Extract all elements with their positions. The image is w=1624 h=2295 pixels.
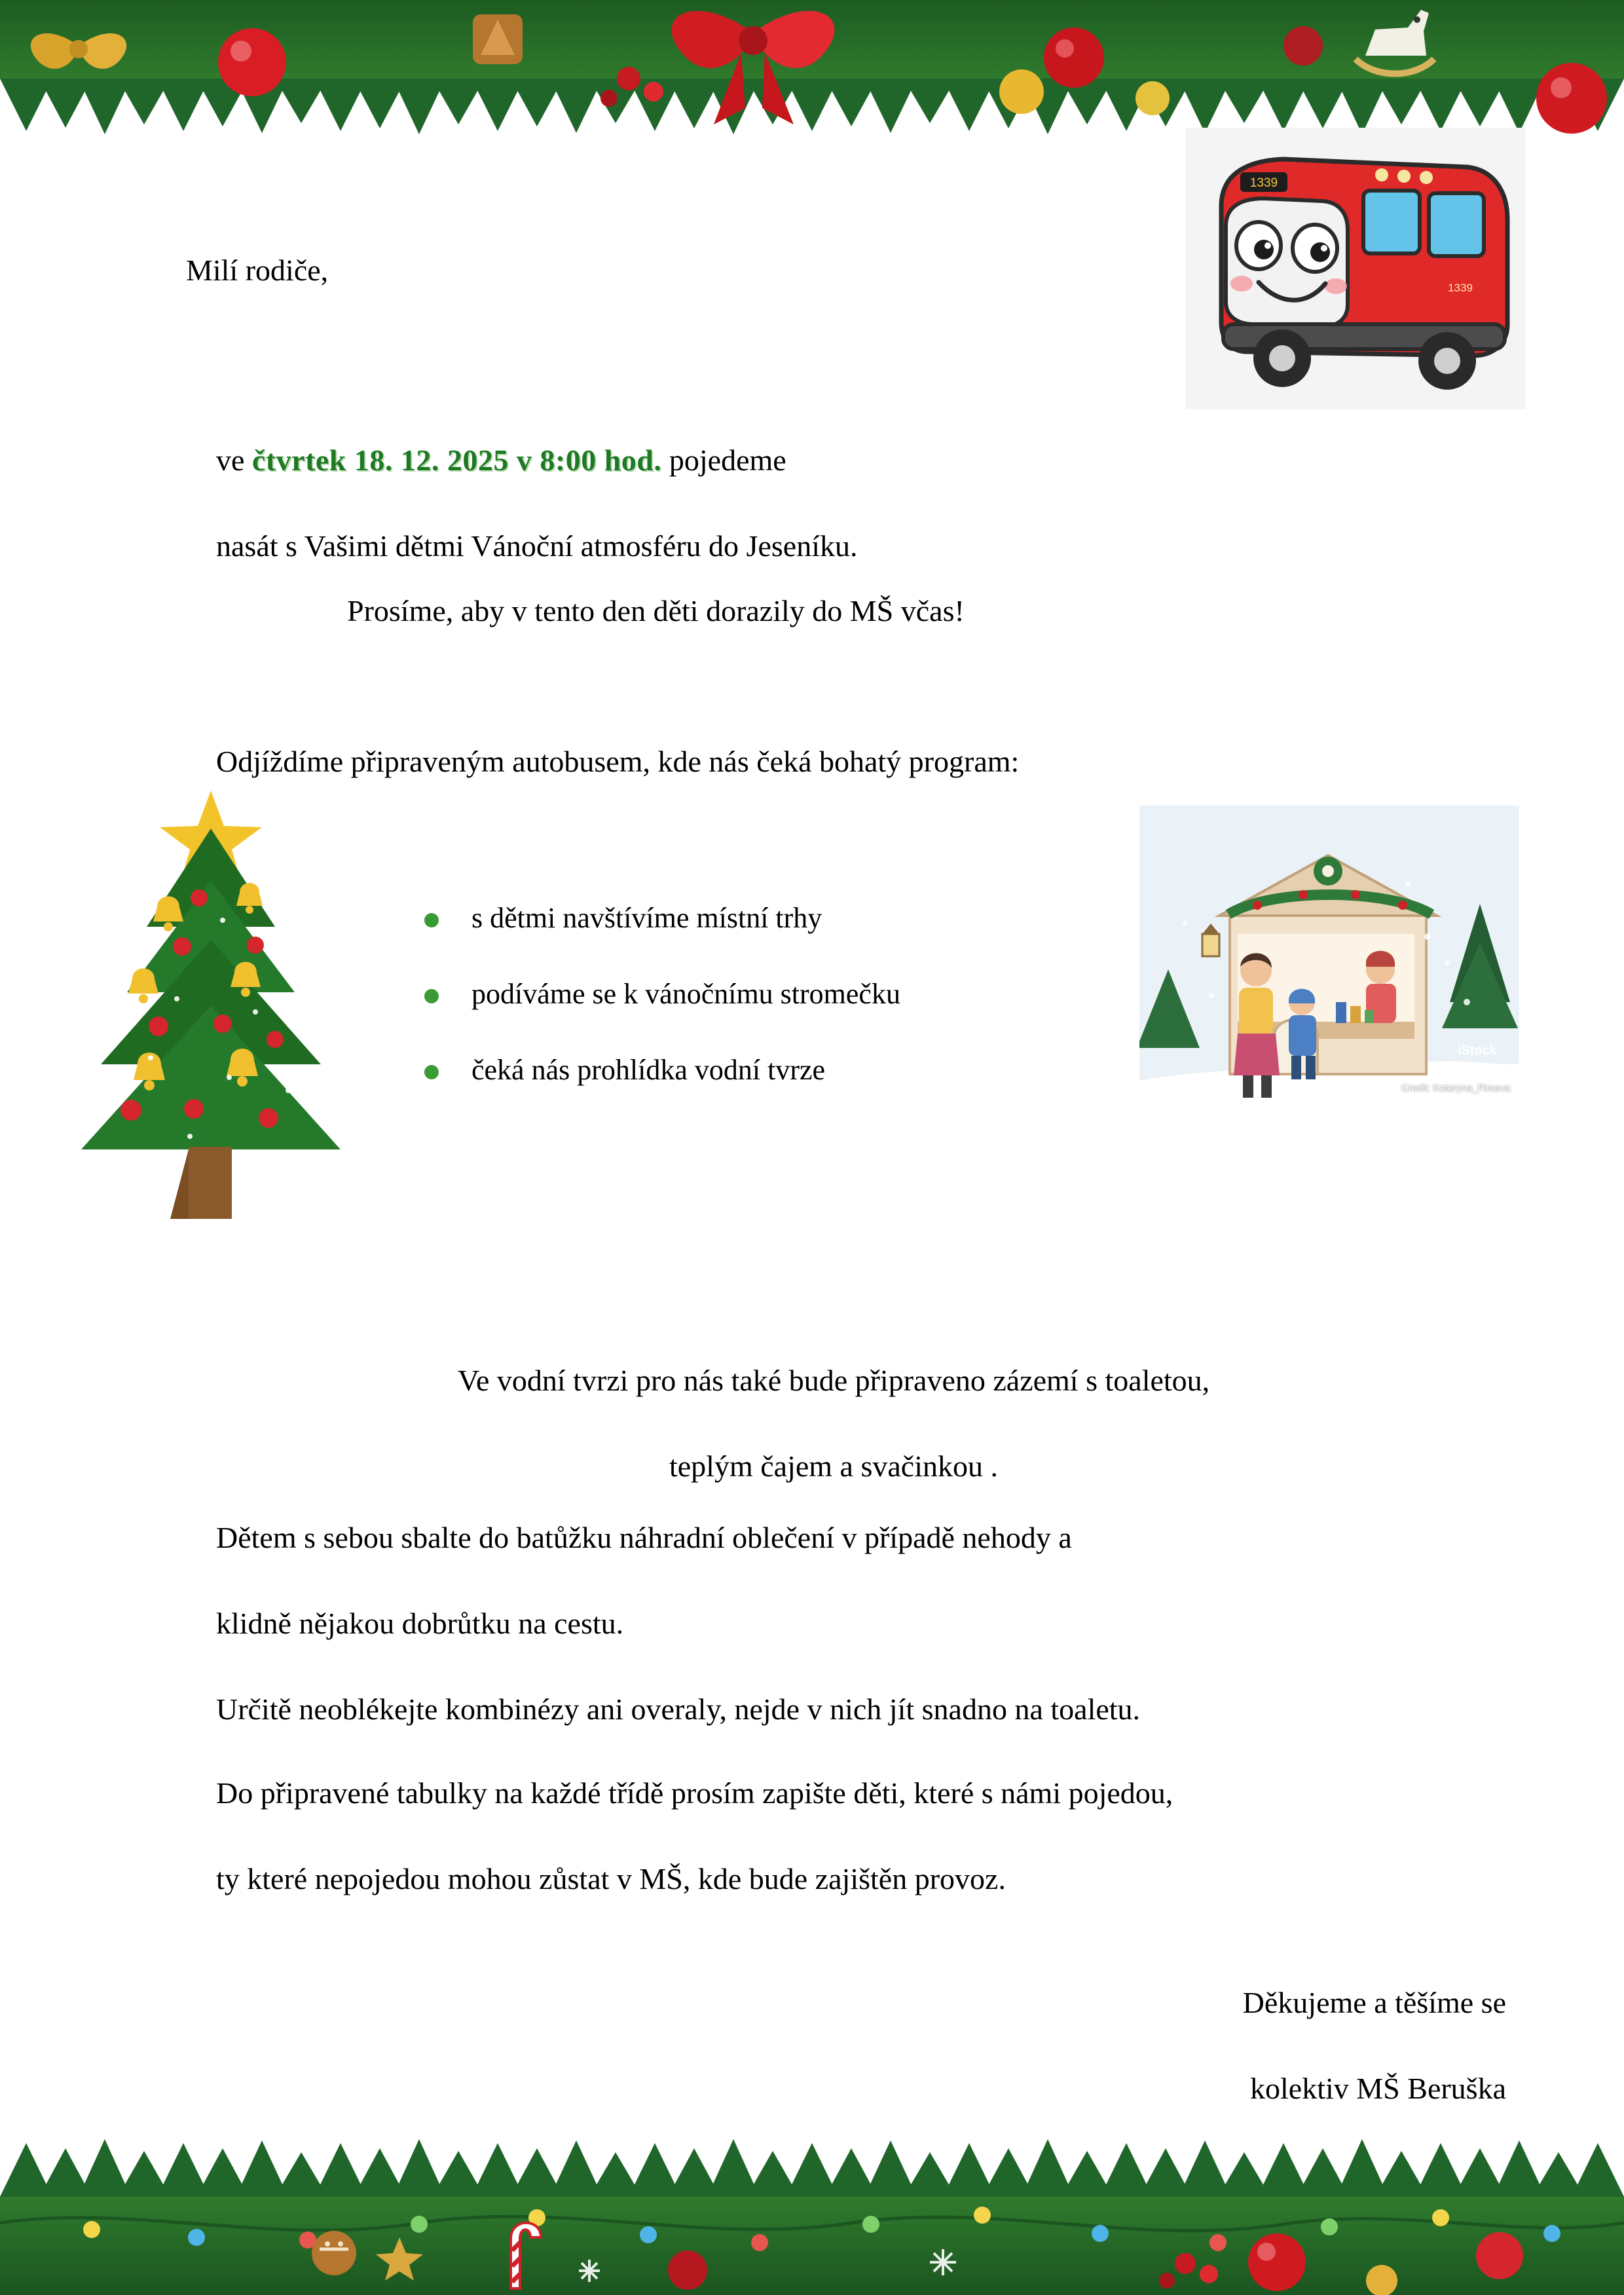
christmas-tree-svg	[59, 783, 360, 1241]
svg-text:1339: 1339	[1448, 282, 1473, 294]
packing-line-1: Dětem s sebou sbalte do batůžku náhradní oblečení v případě nehody a	[216, 1521, 1072, 1555]
date-highlight: čtvrtek 18. 12. 2025 v 8:00 hod.	[251, 443, 662, 477]
greeting-text: Milí rodiče,	[186, 253, 329, 287]
list-item: čeká nás prohlídka vodní tvrze	[413, 1056, 900, 1085]
program-bullet-list	[413, 904, 900, 1132]
signup-line-2: ty které nepojedou mohou zůstat v MŠ, kde bude zajištěn provoz.	[216, 1861, 1006, 1895]
arrive-on-time-note: Prosíme, aby v tento den děti dorazily do MŠ včas!	[347, 594, 965, 627]
list-item: podíváme se k vánočnímu stromečku	[413, 980, 900, 1009]
christmas-tree-image	[59, 783, 360, 1241]
facility-note-line-2: teplým čajem a svačinkou .	[669, 1449, 998, 1483]
trip-date-paragraph	[186, 396, 1299, 610]
signup-line-1: Do připravené tabulky na každé třídě prosím zapište děti, které s námi pojedou,	[216, 1776, 1173, 1810]
packing-instructions-paragraph	[186, 1474, 1496, 1773]
facility-note-line-1: Ve vodní tvrzi pro nás také bude připraveno zázemí s toaletou,	[457, 1364, 1210, 1398]
signature-line-2: kolektiv MŠ Beruška	[1250, 2071, 1506, 2105]
istock-watermark: iStock	[1457, 1043, 1498, 1058]
date-suffix: pojedeme	[661, 443, 786, 477]
christmas-market-image	[1139, 806, 1519, 1133]
signature-line-1: Děkujeme a těšíme se	[1242, 1986, 1506, 2020]
date-prefix: ve	[216, 443, 252, 477]
signup-table-paragraph	[186, 1729, 1528, 1943]
packing-line-2: klidně nějakou dobrůtku na cestu.	[216, 1606, 624, 1640]
svg-text:1339: 1339	[1249, 176, 1278, 190]
list-item: s dětmi navštívíme místní trhy	[413, 904, 900, 933]
packing-line-3: Určitě neoblékejte kombinézy ani overaly, nejde v nich jít snadno na toaletu.	[216, 1692, 1141, 1726]
signature-block	[786, 1939, 1506, 2153]
cartoon-bus-svg	[1185, 128, 1526, 409]
image-credit-text: Credit: Kateryna_Firsova	[1401, 1083, 1510, 1094]
cartoon-bus-image	[1185, 128, 1526, 409]
program-intro-text: Odjíždíme připraveným autobusem, kde nás čeká bohatý program:	[216, 745, 1020, 778]
date-second-line: nasát s Vašimi dětmi Vánoční atmosféru do Jeseníku.	[216, 529, 858, 563]
